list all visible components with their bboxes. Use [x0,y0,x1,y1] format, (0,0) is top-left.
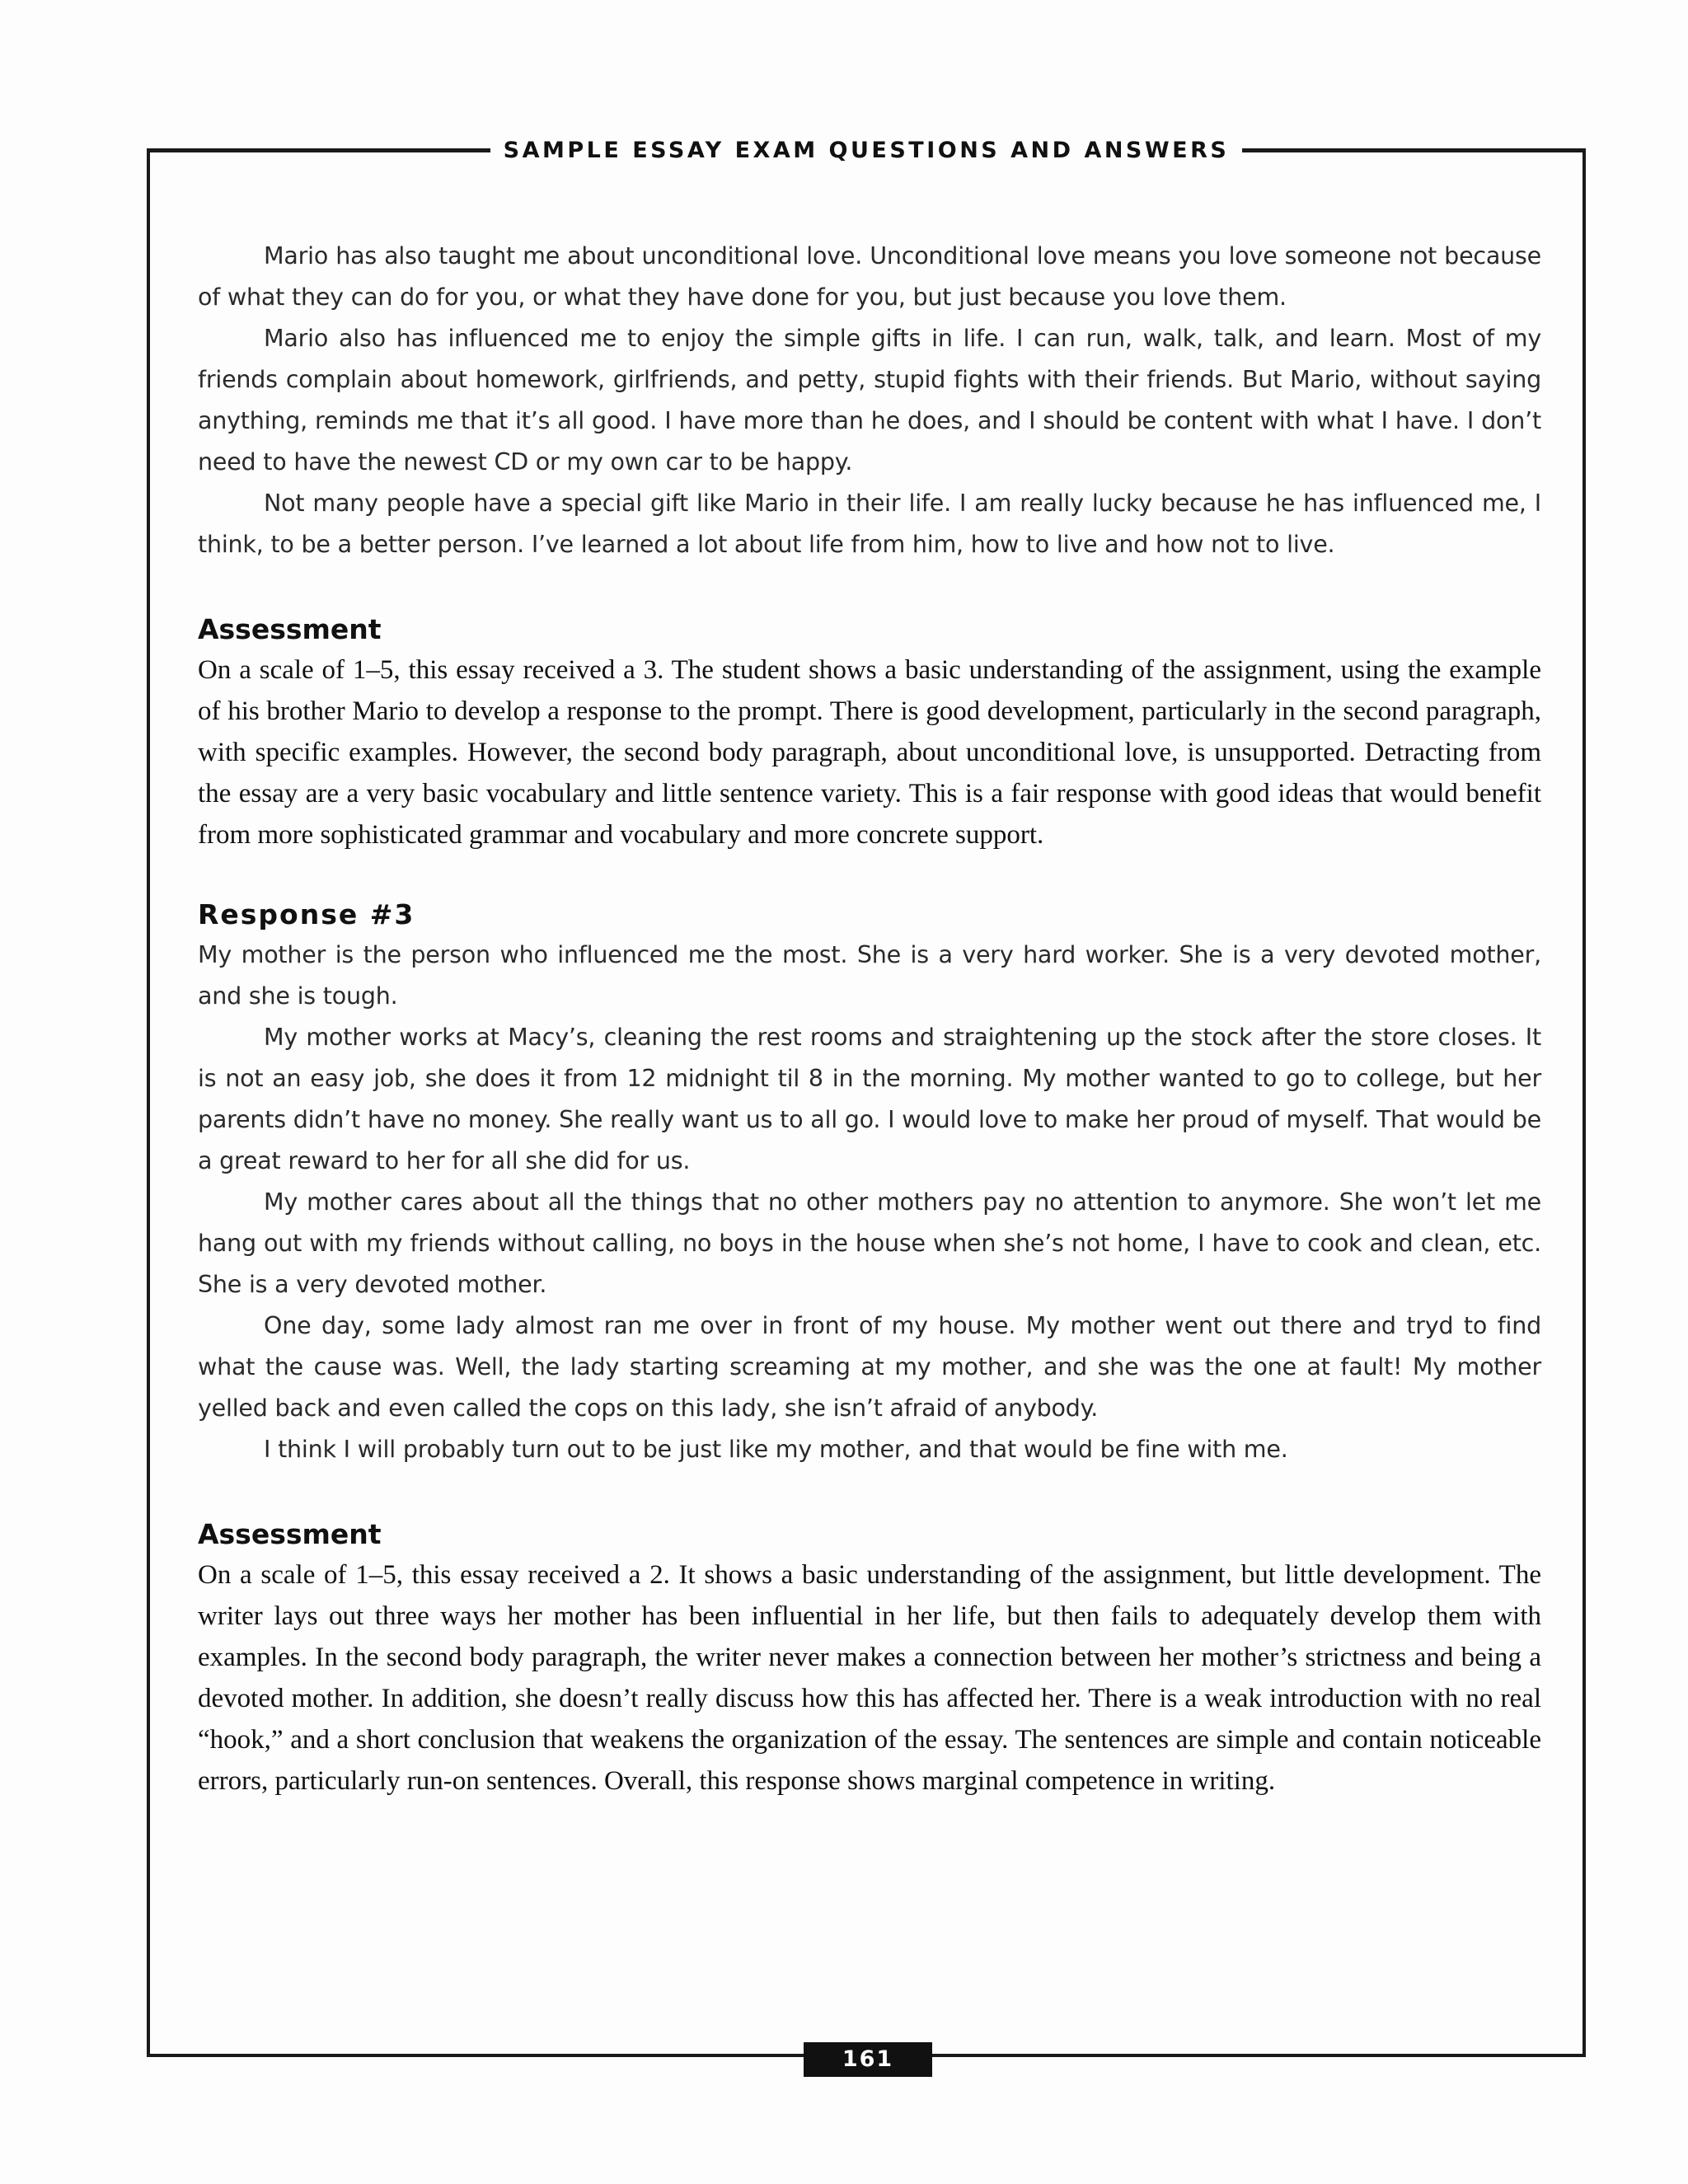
essay-paragraph: Not many people have a special gift like Mario in their life. I am really lucky because he has influenced me, I think, to be a better person. I’ve learned a lot about life from him, how to live and how not to live. [198,490,1541,558]
page-header: SAMPLE ESSAY EXAM QUESTIONS AND ANSWERS [490,138,1243,163]
header-bar [147,132,1586,168]
assessment-heading: Assessment [198,613,382,645]
page-number: 161 [804,2042,932,2077]
essay-paragraph: One day, some lady almost ran me over in front of my house. My mother went out there and tryd to find what the cause was. Well, the lady starting screaming at my mother, and she was the one at fault! My mother yelled back and even called the cops on this lady, she isn’t afraid of anybody. [198,1312,1541,1422]
assessment-text: On a scale of 1–5, this essay received a 3. The student shows a basic understanding of the assignment, using the example of his brother Mario to develop a response to the prompt. There is good development, particularly in the second paragraph, with specific examples. However, the second body paragraph, about unconditional love, is unsupported. Detracting from the essay are a very basic vocabulary and little sentence variety. This is a fair response with good ideas that would benefit from more sophisticated grammar and vocabulary and more concrete support. [198,655,1541,850]
assessment-text: On a scale of 1–5, this essay received a 2. It shows a basic understanding of the assignment, but little development. The writer lays out three ways her mother has been influential in her life, but then fails to adequately develop them with examples. In the second body paragraph, the writer never makes a connection between her mother’s strictness and being a devoted mother. In addition, she doesn’t really discuss how this has affected her. There is a weak introduction with no real “hook,” and a short conclusion that weakens the organization of the essay. The sentences are simple and contain noticeable errors, particularly run-on sentences. Overall, this response shows marginal competence in writing. [198,1560,1541,1796]
assessment-heading: Assessment [198,1518,382,1550]
essay-paragraph: I think I will probably turn out to be just like my mother, and that would be fine with me. [264,1436,1288,1463]
essay-paragraph: My mother is the person who influenced me the most. She is a very hard worker. She is a very devoted mother, and she is tough. [198,941,1541,1010]
essay-paragraph: Mario has also taught me about unconditional love. Unconditional love means you love someone not because of what they can do for you, or what they have done for you, but just because you love them. [198,242,1541,311]
main-content [198,236,1541,1802]
essay-paragraph: My mother works at Macy’s, cleaning the rest rooms and straightening up the stock after the store closes. It is not an easy job, she does it from 12 midnight til 8 in the morning. My mother wanted to go to college, but her parents didn’t have no money. She really want us to all go. I would love to make her proud of myself. That would be a great reward to her for all she did for us. [198,1024,1541,1174]
response-heading: Response #3 [198,898,415,930]
essay-paragraph: My mother cares about all the things that no other mothers pay no attention to anymore. She won’t let me hang out with my friends without calling, no boys in the house when she’s not home, I have to cook and clean, etc. She is a very devoted mother. [198,1188,1541,1298]
essay-paragraph: Mario also has influenced me to enjoy the simple gifts in life. I can run, walk, talk, and learn. Most of my friends complain about homework, girlfriends, and petty, stupid fights with their friends. But Mario, without saying anything, reminds me that it’s all good. I have more than he does, and I should be content with what I have. I don’t need to have the newest CD or my own car to be happy. [198,325,1541,476]
